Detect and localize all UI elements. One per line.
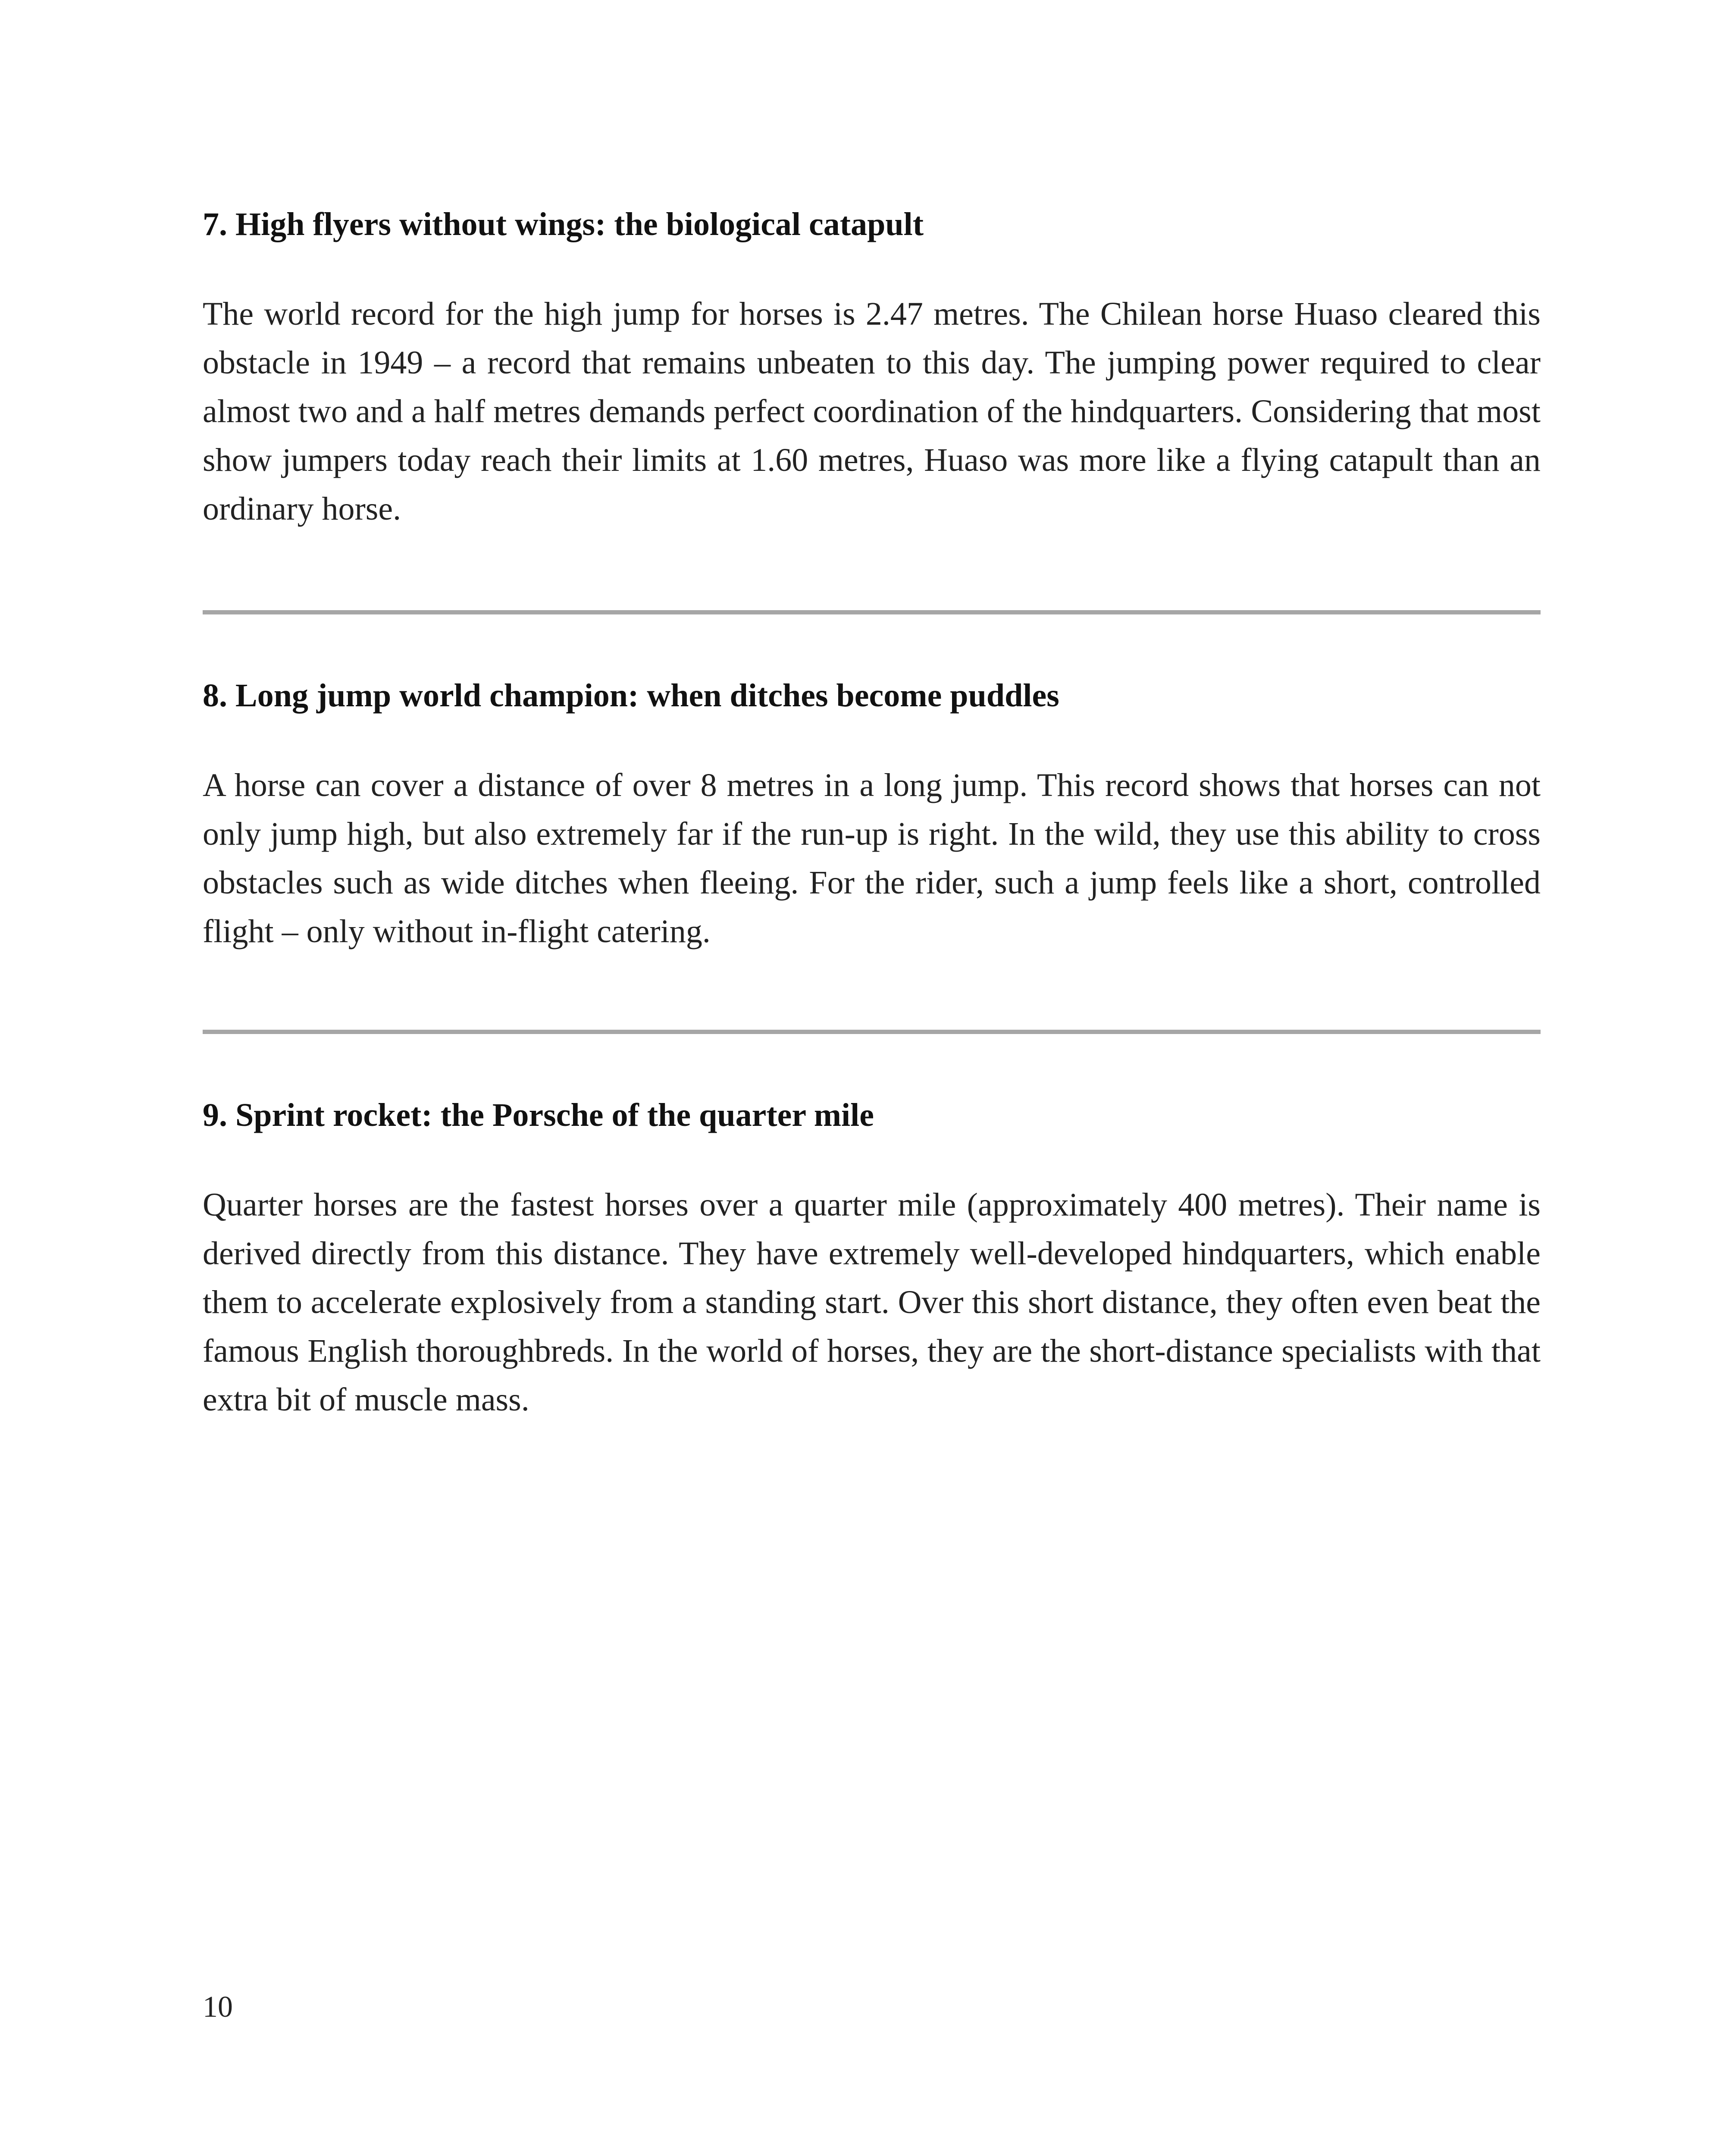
section-divider: [203, 610, 1541, 614]
section-heading: 9. Sprint rocket: the Porsche of the quarter mile: [203, 1097, 874, 1133]
section-body: A horse can cover a distance of over 8 metres in a long jump. This record shows that horses can not only jump high, but also extremely far if the run-up is right. In the wild, they use this ability to cross obstacles such as wide ditches when fleeing. For the rider, such a jump feels like a short, controlled flight – only without in-flight catering.: [203, 767, 1541, 950]
section-8: [203, 674, 1541, 956]
section-9: [203, 1094, 1541, 1424]
section-heading: 8. Long jump world champion: when ditches become puddles: [203, 677, 1059, 714]
section-body: Quarter horses are the fastest horses over a quarter mile (approximately 400 metres). Their name is derived directly from this distance. They have extremely well-developed hindquarters, which enable them to accelerate explosively from a standing start. Over this short distance, they often even beat the famous English thoroughbreds. In the world of horses, they are the short-distance specialists with that extra bit of muscle mass.: [203, 1187, 1541, 1418]
section-body: The world record for the high jump for horses is 2.47 metres. The Chilean horse Huaso cleared this obstacle in 1949 – a record that remains unbeaten to this day. The jumping power required to clear almost two and a half metres demands perfect coordination of the hindquarters. Considering that most show jumpers today reach their limits at 1.60 metres, Huaso was more like a flying catapult than an ordinary horse.: [203, 296, 1541, 527]
section-7: [203, 203, 1541, 533]
section-divider: [203, 1030, 1541, 1034]
page-number: 10: [203, 1990, 233, 2024]
section-heading: 7. High flyers without wings: the biological catapult: [203, 206, 924, 242]
